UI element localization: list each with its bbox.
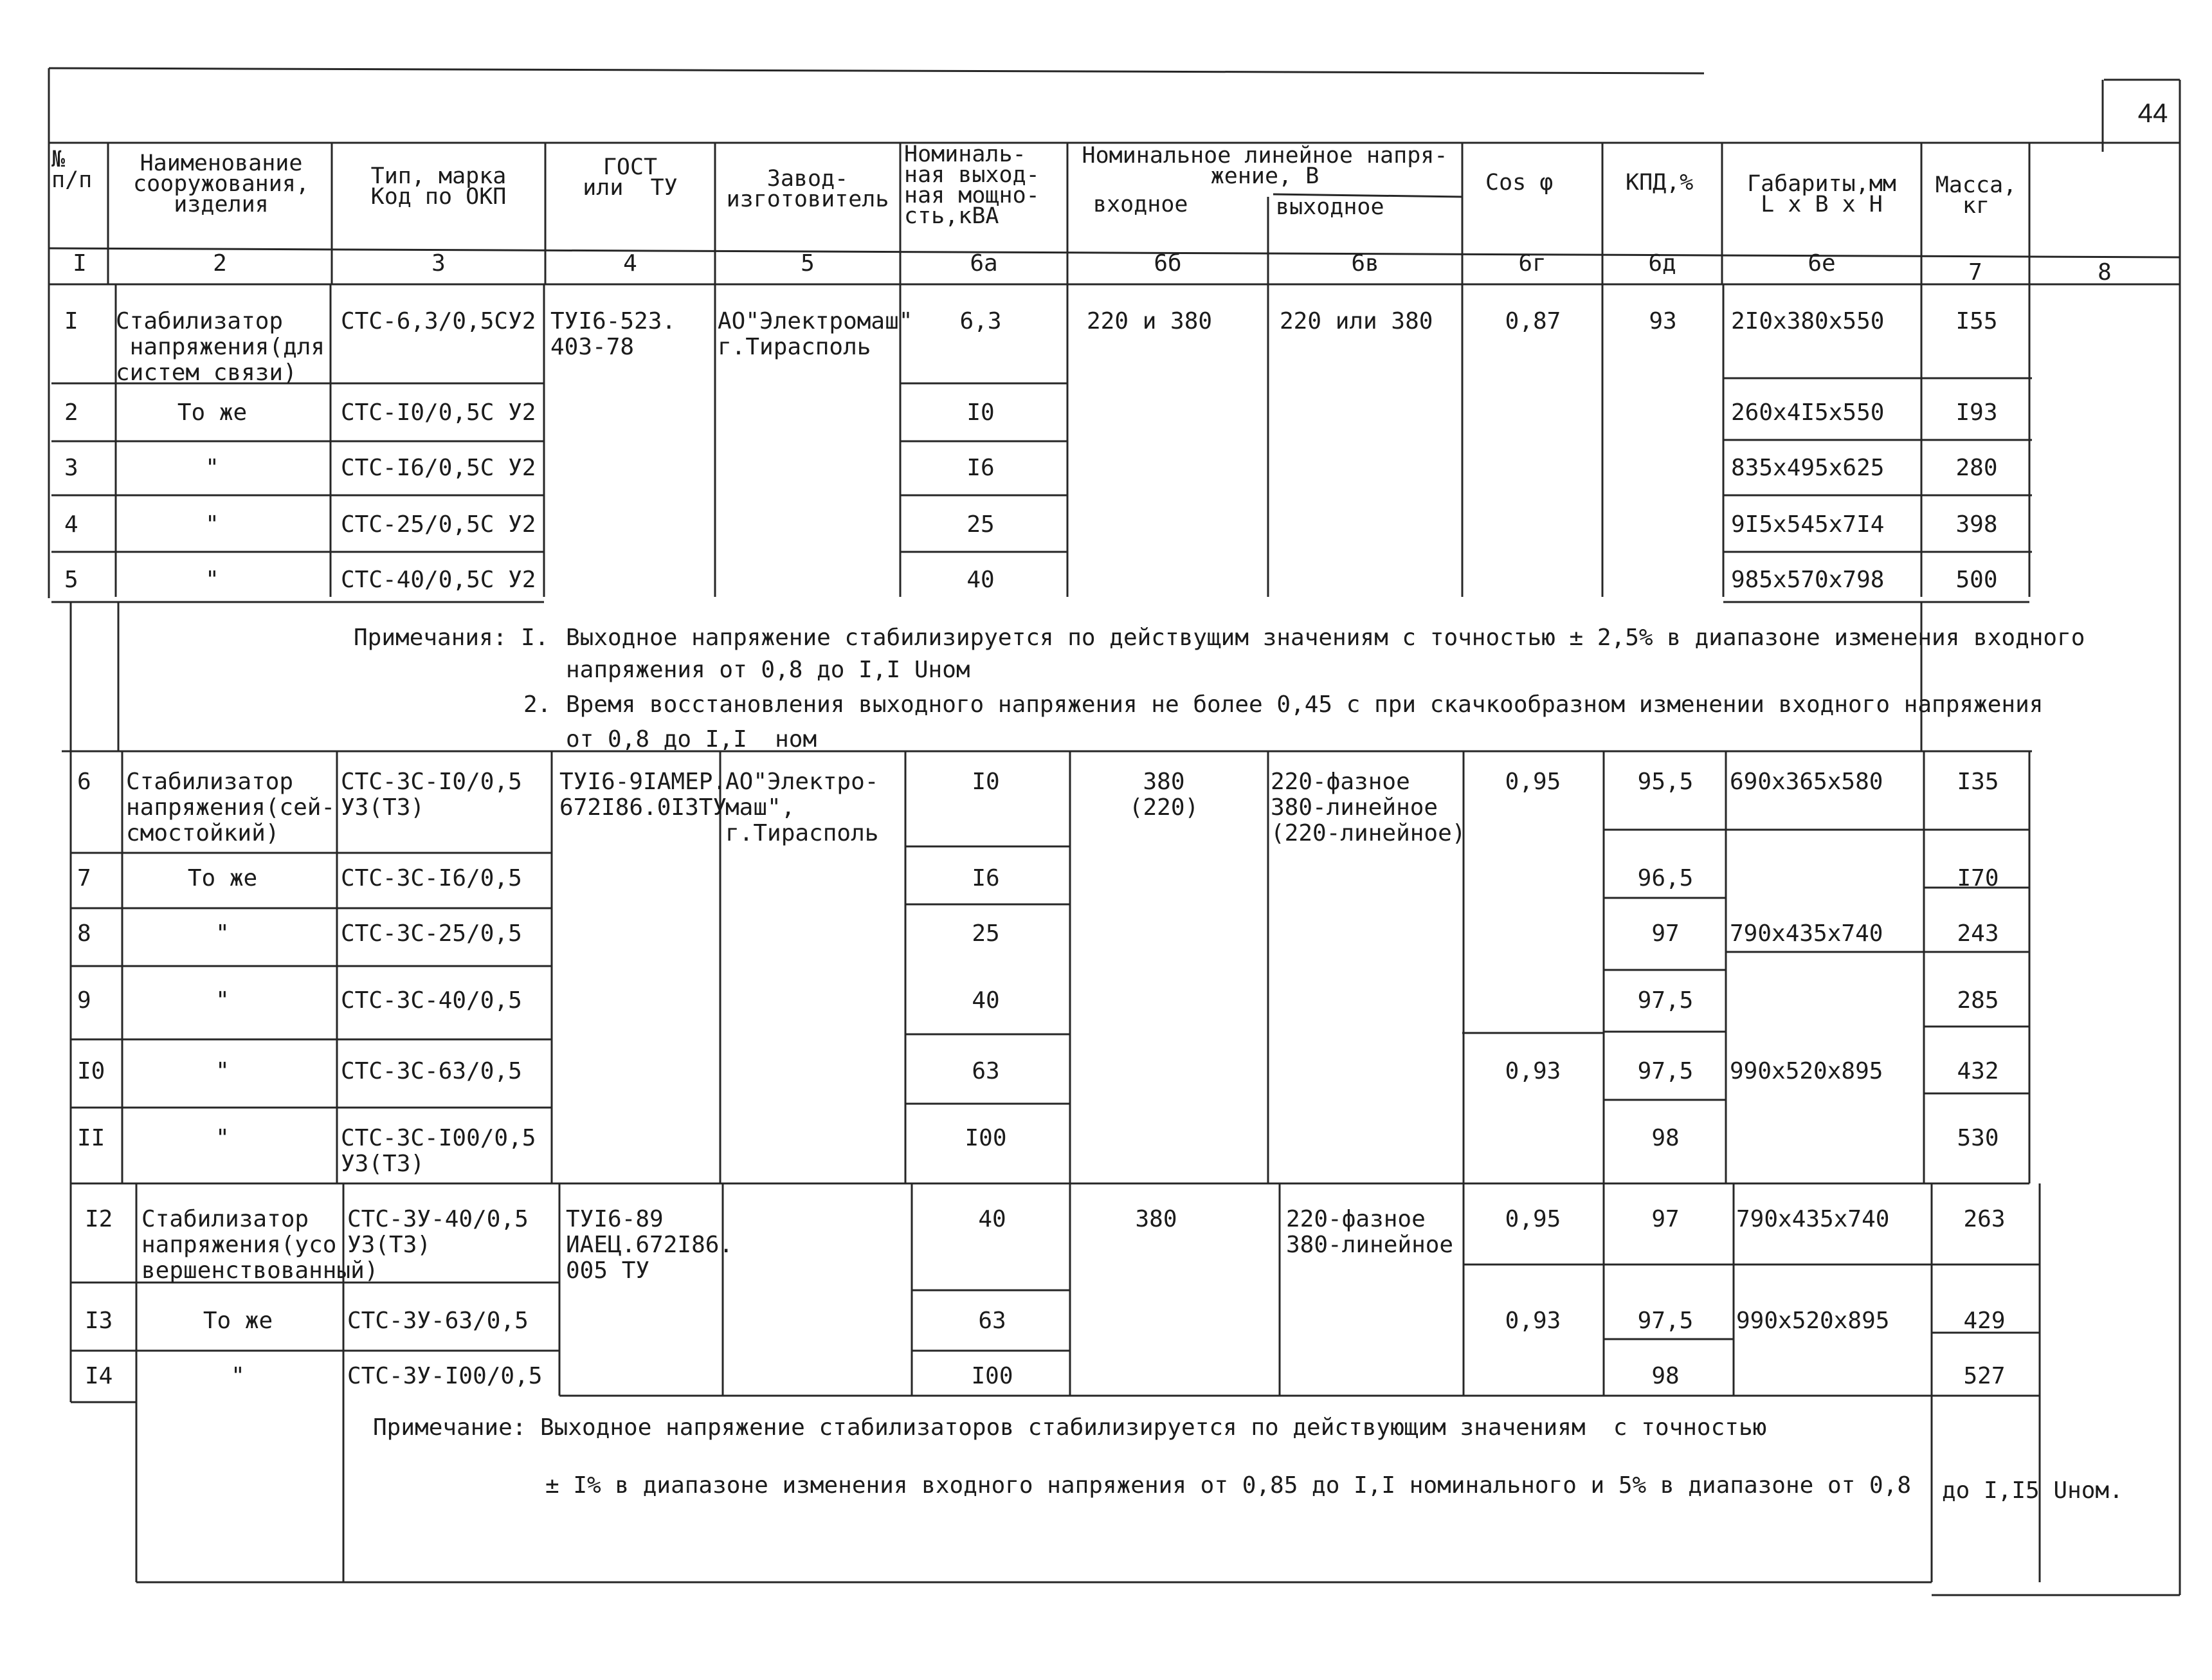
row-power: 63: [972, 1058, 1000, 1084]
row-vout: 220-фазное 380-линейное (220-линейное): [1271, 769, 1466, 846]
row-name: ": [205, 455, 219, 481]
column-number: 6г: [1518, 250, 1546, 277]
note1-text-1: Выходное напряжение стабилизируется по действущим значениям с точностью ± 2,5% в диапазоне изменения входного: [566, 625, 2085, 651]
row-name: То же: [187, 865, 258, 891]
column-number: 7: [1968, 259, 1982, 286]
row-type: СТС-3С-63/0,5: [341, 1058, 522, 1084]
row-power: I6: [966, 455, 995, 481]
row-name: ": [215, 1125, 230, 1151]
row-name: ": [205, 567, 219, 593]
column-number: 6а: [970, 250, 998, 277]
header-kpd: КПД,%: [1626, 170, 1694, 196]
row-dims: 2I0x380x550: [1731, 308, 1885, 334]
row-type: СТС-3С-25/0,5: [341, 920, 522, 947]
row-vin: 220 и 380: [1087, 308, 1213, 334]
header-voltage-out: выходное: [1276, 194, 1384, 220]
row-mass: I55: [1955, 308, 1998, 334]
row-kpd: 97,5: [1637, 987, 1694, 1014]
row-dims: 790x435x740: [1736, 1206, 1890, 1232]
row-type: СТС-3С-40/0,5: [341, 987, 522, 1014]
row-type: СТС-3С-I00/0,5 У3(Т3): [341, 1125, 536, 1177]
row-mass: I93: [1955, 399, 1998, 426]
column-number: I: [73, 250, 87, 277]
column-number: 4: [623, 250, 637, 277]
row-power: I0: [972, 769, 1000, 795]
row-dims: 9I5x545x7I4: [1731, 511, 1885, 538]
row-cos: 0,95: [1505, 769, 1561, 795]
row-n: I4: [85, 1363, 113, 1389]
row-type: СТС-3У-I00/0,5: [347, 1363, 543, 1389]
row-type: СТС-I6/0,5С У2: [341, 455, 536, 481]
row-n: 4: [64, 511, 78, 538]
row-kpd: 97: [1651, 1206, 1680, 1232]
row-n: I: [64, 308, 78, 334]
row-name: Стабилизатор напряжения(усо вершенствованный): [141, 1206, 379, 1284]
row-gost: ТУI6-9IАМЕР. 672I86.0I3ТУ: [559, 769, 727, 821]
column-number: 6е: [1808, 250, 1836, 277]
row-type: СТС-40/0,5С У2: [341, 567, 536, 593]
row-n: 9: [77, 987, 91, 1014]
row-power: I00: [965, 1125, 1007, 1151]
row-dims: 990x520x895: [1736, 1308, 1890, 1334]
row-n: 5: [64, 567, 78, 593]
row-power: 40: [972, 987, 1000, 1014]
row-mass: 527: [1963, 1363, 2006, 1389]
row-mass: 398: [1955, 511, 1998, 538]
row-cos: 0,93: [1505, 1308, 1561, 1334]
row-name: ": [215, 1058, 230, 1084]
row-name: Стабилизатор напряжения(для систем связи): [116, 308, 325, 386]
row-name: ": [205, 511, 219, 538]
note1-text-3: Время восстановления выходного напряжения не более 0,45 с при скачкообразном изменении входного напряжения: [566, 691, 2044, 718]
row-dims: 790x435x740: [1730, 920, 1883, 947]
column-number: 6б: [1154, 250, 1182, 277]
note1-number-2: 2.: [523, 691, 552, 718]
row-type: СТС-3С-I0/0,5 У3(Т3): [341, 769, 522, 821]
row-mass: 263: [1963, 1206, 2006, 1232]
row-power: 25: [972, 920, 1000, 947]
row-cos: 0,95: [1505, 1206, 1561, 1232]
row-gost: ТУI6-523. 403-78: [550, 308, 676, 360]
row-dims: 990x520x895: [1730, 1058, 1883, 1084]
note1-text-2: напряжения от 0,8 до I,I Uном: [566, 657, 970, 683]
header-name: Наименование сооружования, изделия: [133, 151, 309, 217]
row-type: СТС-6,3/0,5СУ2: [341, 308, 536, 334]
row-dims: 260x4I5x550: [1731, 399, 1885, 426]
row-n: 7: [77, 865, 91, 891]
row-power: 63: [978, 1308, 1006, 1334]
row-power: 40: [978, 1206, 1006, 1232]
row-power: 40: [966, 567, 995, 593]
row-name: Стабилизатор напряжения(сей- смостойкий): [126, 769, 336, 846]
row-kpd: 93: [1649, 308, 1677, 334]
row-name: ": [231, 1363, 245, 1389]
row-plant: АО"Электро- маш", г.Тирасполь: [725, 769, 879, 846]
row-mass: 500: [1955, 567, 1998, 593]
row-vout: 220 или 380: [1280, 308, 1433, 334]
row-n: I2: [85, 1206, 113, 1232]
column-number: 2: [213, 250, 227, 277]
row-kpd: 98: [1651, 1125, 1680, 1151]
row-dims: 835x495x625: [1731, 455, 1885, 481]
row-mass: I70: [1957, 865, 1999, 891]
row-n: I0: [77, 1058, 105, 1084]
row-type: СТС-3С-I6/0,5: [341, 865, 522, 891]
row-kpd: 98: [1651, 1363, 1680, 1389]
row-mass: 280: [1955, 455, 1998, 481]
row-mass: 530: [1957, 1125, 1999, 1151]
row-power: I6: [972, 865, 1000, 891]
row-mass: 243: [1957, 920, 1999, 947]
header-type: Тип, марка Код по ОКП: [370, 163, 507, 210]
row-n: 2: [64, 399, 78, 426]
row-cos: 0,87: [1505, 308, 1561, 334]
row-kpd: 97,5: [1637, 1308, 1694, 1334]
row-mass: 285: [1957, 987, 1999, 1014]
row-cos: 0,93: [1505, 1058, 1561, 1084]
header-power: Номиналь- ная выход- ная мощно- сть,кВА: [904, 142, 1040, 229]
row-type: СТС-I0/0,5С У2: [341, 399, 536, 426]
note1-label: Примечания: I.: [354, 625, 549, 651]
row-plant: АО"Электромаш" г.Тирасполь: [718, 308, 913, 360]
row-mass: 429: [1963, 1308, 2006, 1334]
header-dims: Габариты,мм L x B x H: [1747, 171, 1896, 217]
row-mass: I35: [1957, 769, 1999, 795]
column-number: 8: [2098, 259, 2112, 286]
row-power: I0: [966, 399, 995, 426]
row-type: СТС-25/0,5С У2: [341, 511, 536, 538]
header-number: № п/п: [51, 147, 93, 193]
row-n: II: [77, 1125, 105, 1151]
row-power: 6,3: [959, 308, 1002, 334]
row-gost: ТУI6-89 ИАЕЦ.672I86. 005 ТУ: [566, 1206, 734, 1284]
row-vin: 380 (220): [1129, 769, 1199, 821]
header-voltage-in: входное: [1093, 192, 1188, 217]
header-gost: ГОСТ или ТУ: [583, 154, 678, 201]
column-number: 5: [801, 250, 815, 277]
row-dims: 690x365x580: [1730, 769, 1883, 795]
row-kpd: 97: [1651, 920, 1680, 947]
column-number: 6д: [1648, 250, 1676, 277]
header-voltage: Номинальное линейное напря- жение, В: [1082, 143, 1448, 189]
header-cos: Cos φ: [1485, 170, 1554, 196]
note2-text-end: до I,I5 Uном.: [1942, 1477, 2123, 1504]
row-type: СТС-3У-40/0,5 У3(Т3): [347, 1206, 529, 1258]
note2-label: Примечание:: [373, 1414, 527, 1441]
row-kpd: 95,5: [1637, 769, 1694, 795]
column-number: 3: [431, 250, 446, 277]
row-n: 8: [77, 920, 91, 947]
header-plant: Завод- изготовитель: [726, 166, 889, 212]
note2-text-2: ± I% в диапазоне изменения входного напряжения от 0,85 до I,I номинального и 5% в диапазоне от 0,8: [545, 1472, 1912, 1499]
page-number: 44: [2137, 98, 2168, 128]
row-power: 25: [966, 511, 995, 538]
row-kpd: 97,5: [1637, 1058, 1694, 1084]
column-number: 6в: [1351, 250, 1379, 277]
note2-text-1: Выходное напряжение стабилизаторов стабилизируется по действующим значениям с точностью: [540, 1414, 1767, 1441]
row-kpd: 96,5: [1637, 865, 1694, 891]
row-vin: 380: [1135, 1206, 1177, 1232]
row-name: То же: [177, 399, 248, 426]
row-name: ": [215, 920, 230, 947]
header-mass: Масса, кг: [1935, 172, 2017, 219]
row-n: 6: [77, 769, 91, 795]
row-name: То же: [203, 1308, 273, 1334]
row-n: I3: [85, 1308, 113, 1334]
note1-text-4: от 0,8 до I,I ном: [566, 726, 817, 753]
row-power: I00: [971, 1363, 1013, 1389]
row-vout: 220-фазное 380-линейное: [1286, 1206, 1454, 1258]
row-dims: 985x570x798: [1731, 567, 1885, 593]
row-mass: 432: [1957, 1058, 1999, 1084]
row-n: 3: [64, 455, 78, 481]
row-name: ": [215, 987, 230, 1014]
row-type: СТС-3У-63/0,5: [347, 1308, 529, 1334]
